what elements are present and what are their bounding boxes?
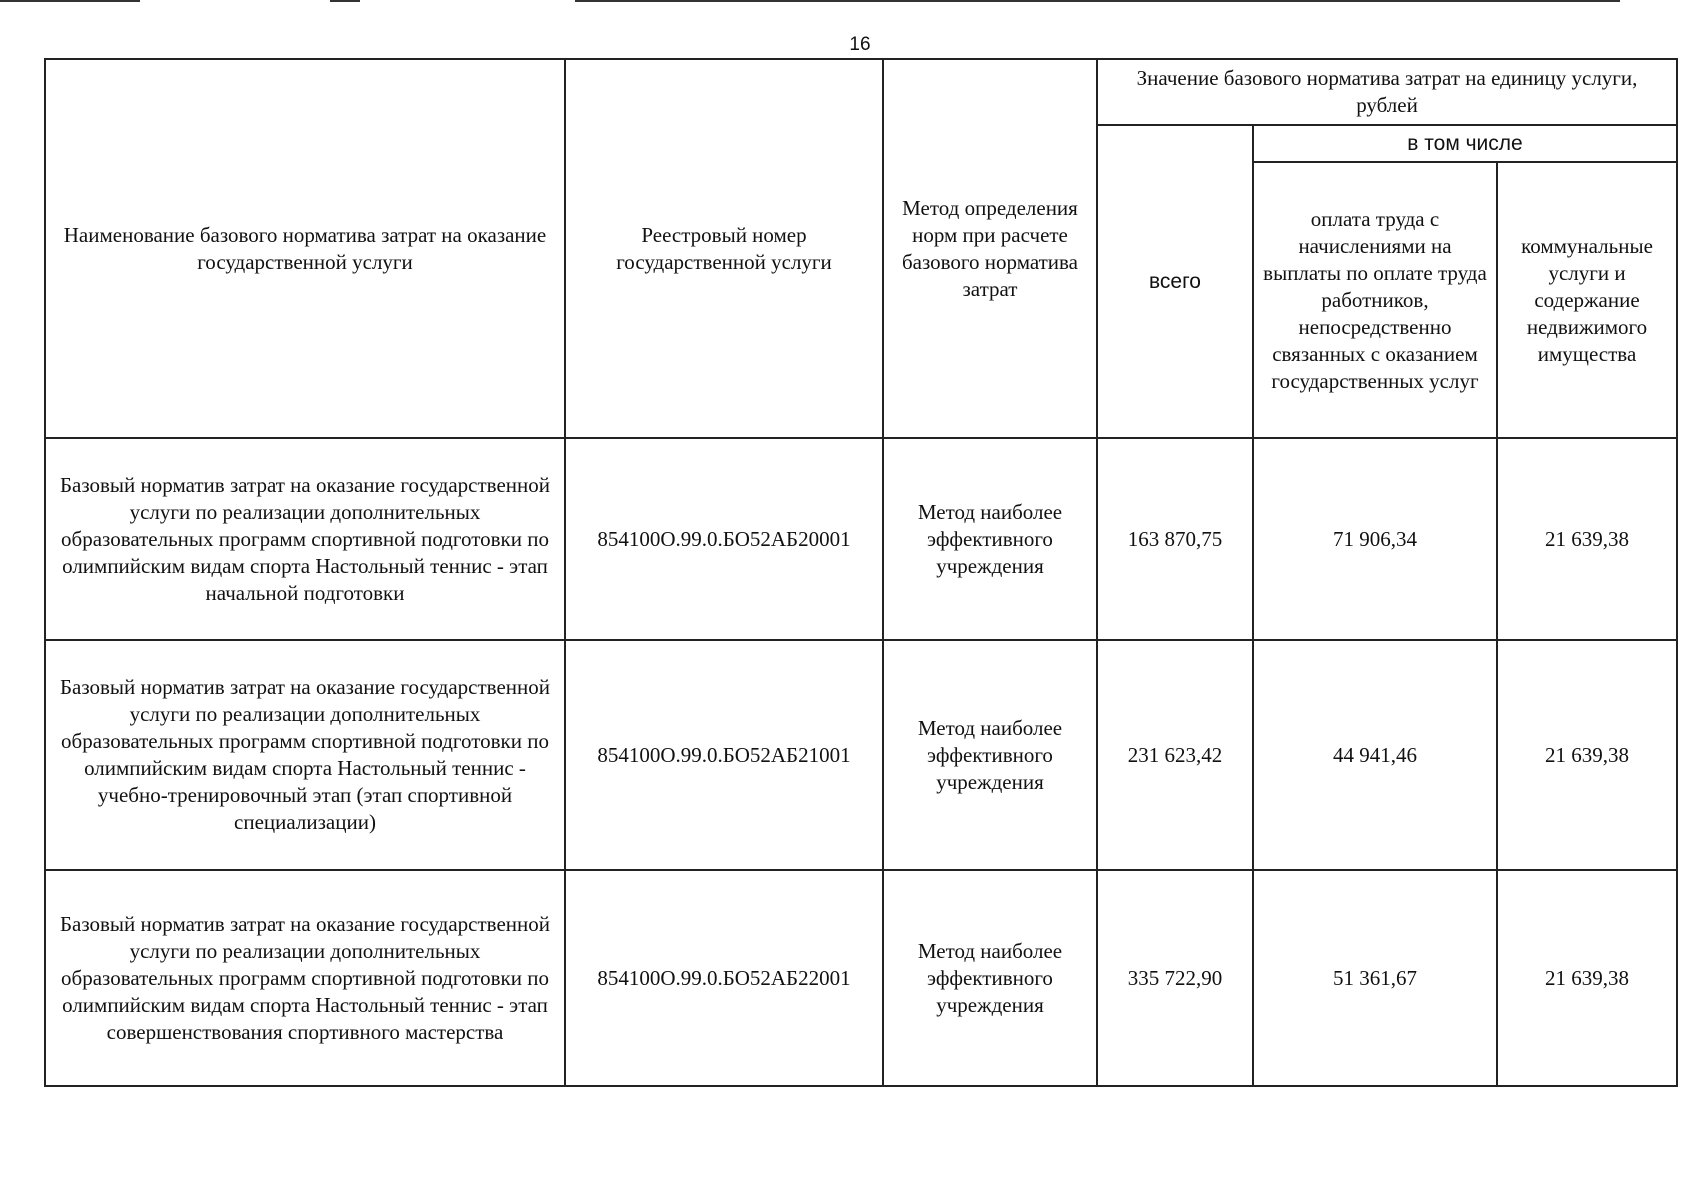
- scan-edge-line-right: [575, 0, 1620, 2]
- cell-labor: 71 906,34: [1253, 438, 1497, 640]
- cell-labor: 51 361,67: [1253, 870, 1497, 1086]
- cell-registry: 854100О.99.0.БО52АБ21001: [565, 640, 883, 870]
- header-including: в том числе: [1253, 125, 1677, 162]
- header-labor: оплата труда с начислениями на выплаты по оплате труда работников, непосредственно связанных с оказанием государственных услуг: [1253, 162, 1497, 438]
- cost-norms-table: [44, 58, 1678, 1087]
- table-row: [45, 870, 1677, 1086]
- header-total: всего: [1097, 125, 1253, 438]
- header-utilities: коммунальные услуги и содержание недвижимого имущества: [1497, 162, 1677, 438]
- scan-edge-line-middle: [330, 0, 360, 2]
- cell-registry: 854100О.99.0.БО52АБ22001: [565, 870, 883, 1086]
- cell-total: 163 870,75: [1097, 438, 1253, 640]
- scan-edge-line-left: [0, 0, 140, 2]
- header-method: Метод определения норм при расчете базового норматива затрат: [883, 59, 1097, 438]
- cell-method: Метод наиболее эффективного учреждения: [883, 870, 1097, 1086]
- cell-total: 231 623,42: [1097, 640, 1253, 870]
- cell-method: Метод наиболее эффективного учреждения: [883, 438, 1097, 640]
- cell-method: Метод наиболее эффективного учреждения: [883, 640, 1097, 870]
- page-number: 16: [849, 34, 871, 55]
- cell-total: 335 722,90: [1097, 870, 1253, 1086]
- header-registry: Реестровый номер государственной услуги: [565, 59, 883, 438]
- header-name: Наименование базового норматива затрат на оказание государственной услуги: [45, 59, 565, 438]
- cell-name: Базовый норматив затрат на оказание государственной услуги по реализации дополнительных образовательных программ спортивной подготовки по олимпийским видам спорта Настольный теннис - учебно-тренировочный этап (этап спортивной специализации): [45, 640, 565, 870]
- cell-utilities: 21 639,38: [1497, 870, 1677, 1086]
- header-value-group: Значение базового норматива затрат на единицу услуги, рублей: [1097, 59, 1677, 125]
- table-row: [45, 640, 1677, 870]
- cell-name: Базовый норматив затрат на оказание государственной услуги по реализации дополнительных образовательных программ спортивной подготовки по олимпийским видам спорта Настольный теннис - этап начальной подготовки: [45, 438, 565, 640]
- cell-labor: 44 941,46: [1253, 640, 1497, 870]
- cell-utilities: 21 639,38: [1497, 640, 1677, 870]
- header-row-group: [45, 59, 1677, 125]
- table-row: [45, 438, 1677, 640]
- cell-registry: 854100О.99.0.БО52АБ20001: [565, 438, 883, 640]
- cell-name: Базовый норматив затрат на оказание государственной услуги по реализации дополнительных образовательных программ спортивной подготовки по олимпийским видам спорта Настольный теннис - этап совершенствования спортивного мастерства: [45, 870, 565, 1086]
- cell-utilities: 21 639,38: [1497, 438, 1677, 640]
